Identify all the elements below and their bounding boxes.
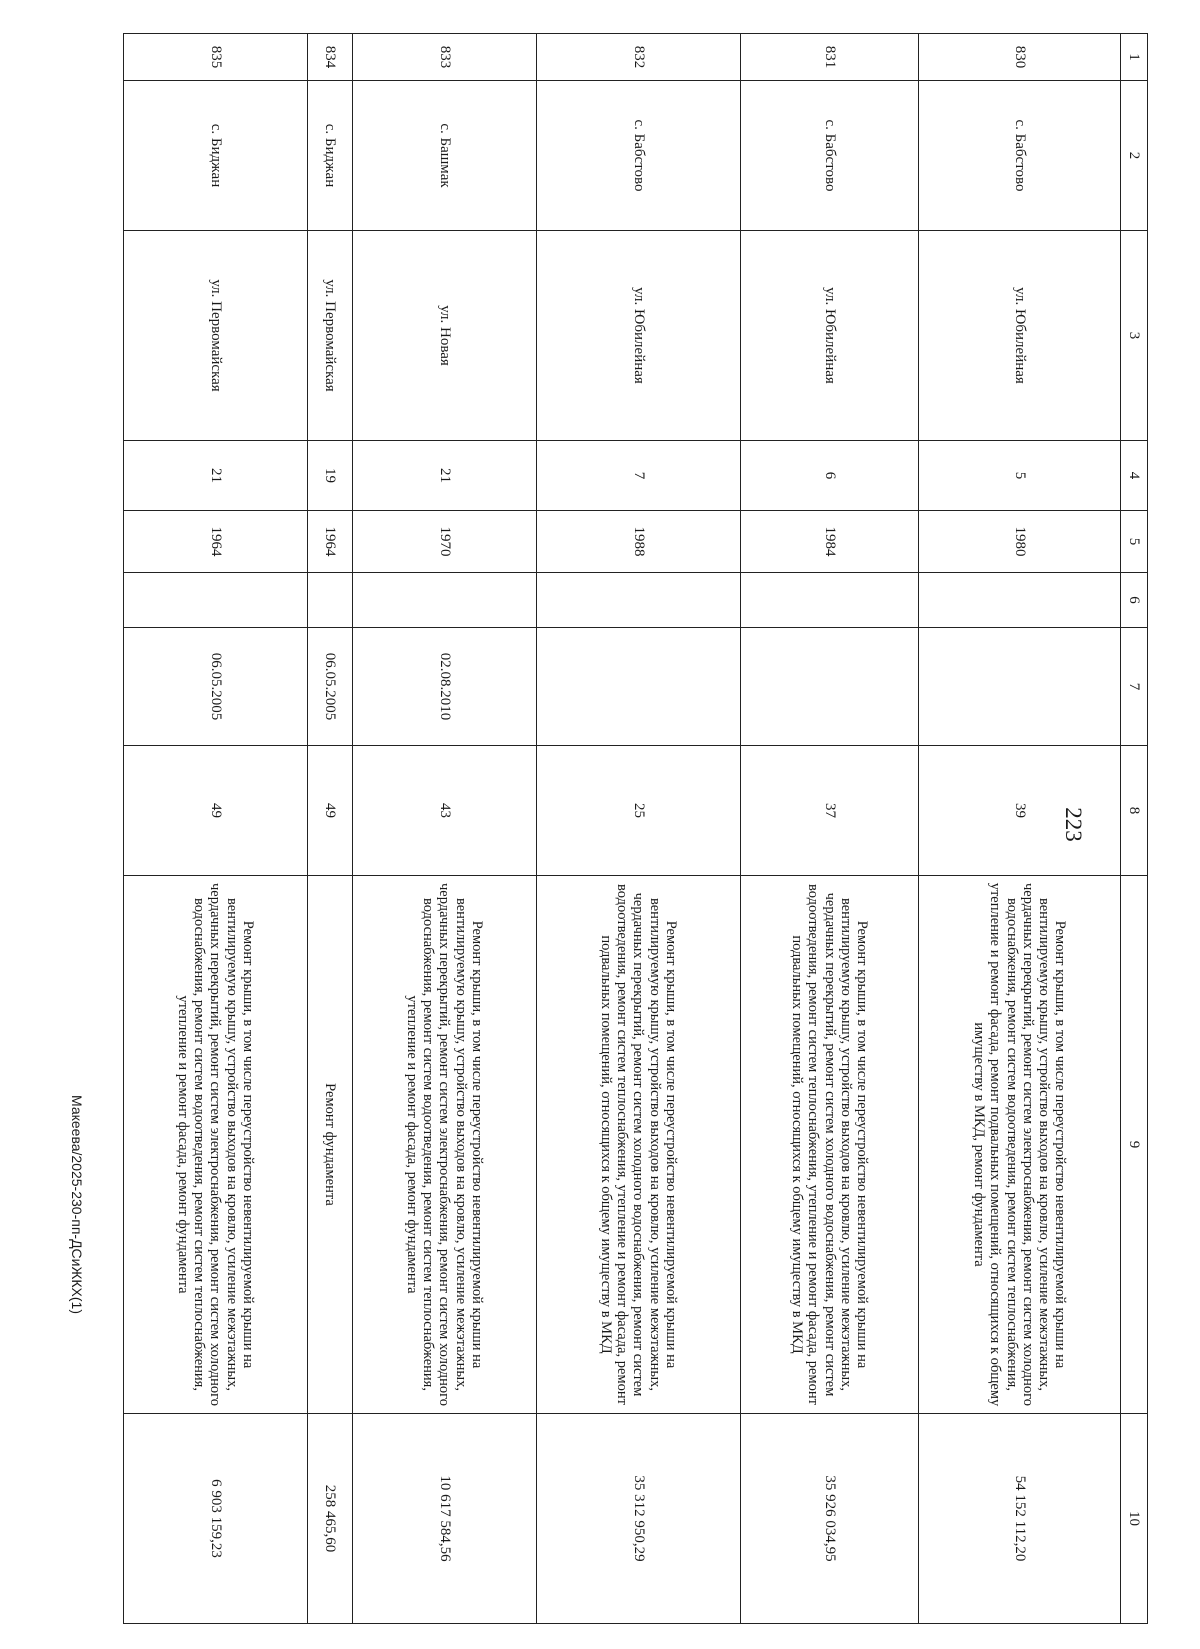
works-cell: Ремонт крыши, в том числе переустройство невентилируемой крыши на вентилируемую крышу, устройство выходов на кровлю, усиление межэтажных, чердачных перекрытий, ремонт систем электроснабжения, ремонт систем холодного водоснабжения, ремонт систем водоотведения, ремонт систем теплоснабжения, утепление и ремонт фасада, ремонт фундамента bbox=[353, 876, 537, 1414]
house-number-cell: 19 bbox=[307, 441, 353, 511]
street-cell: ул. Юбилейная bbox=[740, 231, 918, 441]
cost-cell: 35 312 950,29 bbox=[536, 1414, 740, 1624]
works-cell: Ремонт крыши, в том числе переустройство невентилируемой крыши на вентилируемую крышу, устройство выходов на кровлю, усиление межэтажных, чердачных перекрытий, ремонт систем холодного водоснабжения, ремонт систем водоотведения, ремонт систем теплоснабжения, утепление и ремонт фасада, ремонт подвальных помещений, относящихся к общему имуществу в МКД bbox=[536, 876, 740, 1414]
works-cell: Ремонт крыши, в том числе переустройство невентилируемой крыши на вентилируемую крышу, устройство выходов на кровлю, усиление межэтажных, чердачных перекрытий, ремонт систем холодного водоснабжения, ремонт систем водоотведения, ремонт систем теплоснабжения, утепление и ремонт фасада, ремонт подвальных помещений, относящихся к общему имуществу в МКД bbox=[740, 876, 918, 1414]
col6-cell bbox=[740, 573, 918, 628]
cost-cell: 54 152 112,20 bbox=[919, 1414, 1121, 1624]
date-cell bbox=[740, 628, 918, 746]
row-number: 834 bbox=[307, 34, 353, 81]
works-cell: Ремонт фундамента bbox=[307, 876, 353, 1414]
header-col-5: 5 bbox=[1121, 511, 1148, 573]
date-cell bbox=[536, 628, 740, 746]
date-cell bbox=[919, 628, 1121, 746]
col8-cell: 25 bbox=[536, 746, 740, 876]
works-cell: Ремонт крыши, в том числе переустройство невентилируемой крыши на вентилируемую крышу, устройство выходов на кровлю, усиление межэтажных, чердачных перекрытий, ремонт систем электроснабжения, ремонт систем холодного водоснабжения, ремонт систем водоотведения, ремонт систем теплоснабжения, утепление и ремонт фасада, ремонт фундамента bbox=[124, 876, 308, 1414]
page-number: 223 bbox=[1061, 807, 1086, 842]
year-cell: 1964 bbox=[307, 511, 353, 573]
row-number: 833 bbox=[353, 34, 537, 81]
col6-cell bbox=[353, 573, 537, 628]
table-row bbox=[740, 34, 918, 1624]
header-col-10: 10 bbox=[1121, 1414, 1148, 1624]
header-col-7: 7 bbox=[1121, 628, 1148, 746]
header-col-2: 2 bbox=[1121, 81, 1148, 231]
house-number-cell: 5 bbox=[919, 441, 1121, 511]
table-row bbox=[353, 34, 537, 1624]
header-col-1: 1 bbox=[1121, 34, 1148, 81]
cost-cell: 6 903 159,23 bbox=[124, 1414, 308, 1624]
header-col-3: 3 bbox=[1121, 231, 1148, 441]
table-row bbox=[536, 34, 740, 1624]
col6-cell bbox=[307, 573, 353, 628]
house-number-cell: 21 bbox=[124, 441, 308, 511]
table-row bbox=[307, 34, 353, 1624]
year-cell: 1980 bbox=[919, 511, 1121, 573]
cost-cell: 10 617 584,56 bbox=[353, 1414, 537, 1624]
year-cell: 1964 bbox=[124, 511, 308, 573]
street-cell: ул. Юбилейная bbox=[536, 231, 740, 441]
header-row bbox=[1121, 34, 1148, 1624]
street-cell: ул. Первомайская bbox=[124, 231, 308, 441]
settlement-cell: с. Бабстово bbox=[740, 81, 918, 231]
street-cell: ул. Первомайская bbox=[307, 231, 353, 441]
header-col-9: 9 bbox=[1121, 876, 1148, 1414]
col8-cell: 49 bbox=[307, 746, 353, 876]
col6-cell bbox=[124, 573, 308, 628]
row-number: 831 bbox=[740, 34, 918, 81]
col8-cell: 49 bbox=[124, 746, 308, 876]
works-cell: Ремонт крыши, в том числе переустройство невентилируемой крыши на вентилируемую крышу, устройство выходов на кровлю, усиление межэтажных, чердачных перекрытий, ремонт систем электроснабжения, ремонт систем холодного водоснабжения, ремонт систем водоотведения, ремонт систем теплоснабжения, утепление и ремонт фасада, ремонт подвальных помещений, относящихся к общему имуществу в МКД, ремонт фундамента bbox=[919, 876, 1121, 1414]
year-cell: 1988 bbox=[536, 511, 740, 573]
col6-cell bbox=[536, 573, 740, 628]
cost-cell: 35 926 034,95 bbox=[740, 1414, 918, 1624]
col8-cell: 39 bbox=[919, 746, 1121, 876]
date-cell: 06.05.2005 bbox=[307, 628, 353, 746]
settlement-cell: с. Бабстово bbox=[536, 81, 740, 231]
date-cell: 06.05.2005 bbox=[124, 628, 308, 746]
street-cell: ул. Юбилейная bbox=[919, 231, 1121, 441]
header-col-8: 8 bbox=[1121, 746, 1148, 876]
col8-cell: 43 bbox=[353, 746, 537, 876]
row-number: 835 bbox=[124, 34, 308, 81]
settlement-cell: с. Биджан bbox=[307, 81, 353, 231]
house-number-cell: 21 bbox=[353, 441, 537, 511]
settlement-cell: с. Биджан bbox=[124, 81, 308, 231]
year-cell: 1984 bbox=[740, 511, 918, 573]
col6-cell bbox=[919, 573, 1121, 628]
year-cell: 1970 bbox=[353, 511, 537, 573]
settlement-cell: с. Башмак bbox=[353, 81, 537, 231]
row-number: 830 bbox=[919, 34, 1121, 81]
row-number: 832 bbox=[536, 34, 740, 81]
settlement-cell: с. Бабстово bbox=[919, 81, 1121, 231]
house-number-cell: 7 bbox=[536, 441, 740, 511]
table-row bbox=[124, 34, 308, 1624]
col8-cell: 37 bbox=[740, 746, 918, 876]
street-cell: ул. Новая bbox=[353, 231, 537, 441]
table-row bbox=[919, 34, 1121, 1624]
header-col-4: 4 bbox=[1121, 441, 1148, 511]
document-footer-code: Макеева/2025-230-пп-ДСиЖКХ(1) bbox=[69, 1095, 85, 1315]
date-cell: 02.08.2010 bbox=[353, 628, 537, 746]
register-table bbox=[123, 33, 1148, 1624]
header-col-6: 6 bbox=[1121, 573, 1148, 628]
cost-cell: 258 465,60 bbox=[307, 1414, 353, 1624]
house-number-cell: 6 bbox=[740, 441, 918, 511]
